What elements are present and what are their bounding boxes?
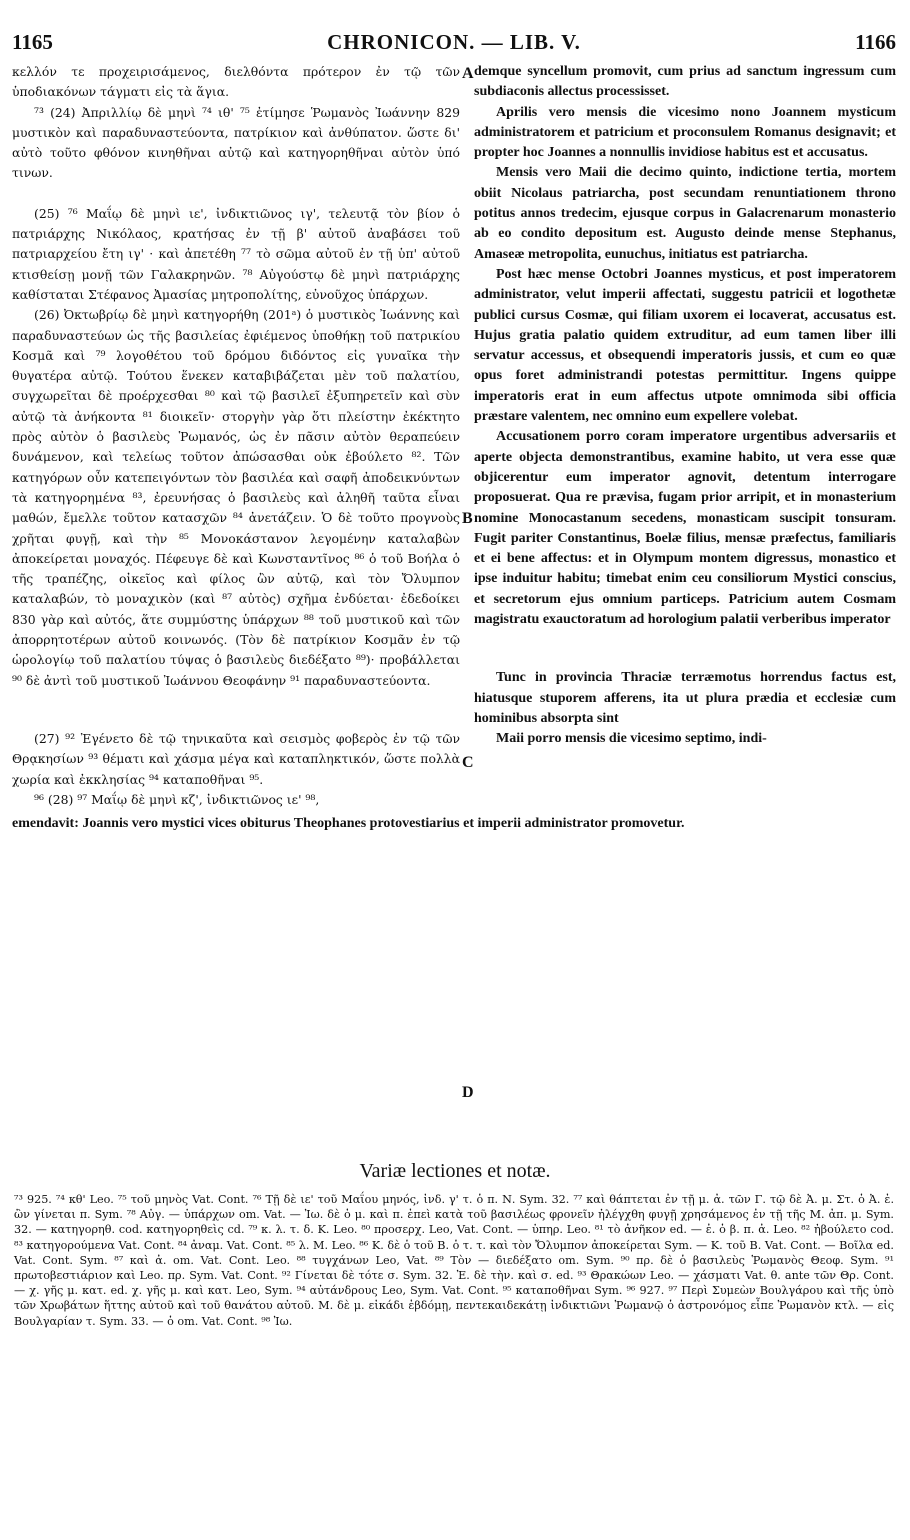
latin-column [474,62,896,750]
greek-paragraph-1: κελλόν τε προχειρισάμενος, διελθόντα πρότερον ἐν τῷ τῶν ὑποδιακόνων τάγματι εἰς τὰ ἅγια. [12,64,460,100]
latin-paragraph-4: Post hæc mense Octobri Joannes mysticus, et post imperatorem administrator, velut imperii affectati, suggestu patricii et logothetæ publici cursus Cosmæ, qui filiam uxorem ei locaverat, accusatus est. Hujus gratia palatio quidem extruditur, ad eum tamen liber illi servatur accessus, et obsequendi imperatoris jussis, et cum eo quæ opus foret administrandi potestas permittitur. Ingens quippe imperatoris erat in eum affectus utpote omnimoda sibi officia præstare valentem, nec omnino eum expellere volebat. [474,266,896,425]
greek-paragraph-28: ⁹⁶ (28) ⁹⁷ Μαΐῳ δὲ μηνὶ κζ', ἰνδικτιῶνος ιε' ⁹⁸, [34,791,320,807]
greek-paragraph-26: (26) Ὀκτωβρίῳ δὲ μηνὶ κατηγορήθη (201ᵃ) ὁ μυστικὸς Ἰωάννης καὶ παραδυναστεύων ὡς τῆς βασιλείας ἐφιέμενος ὑποθήκῃ τοῦ πατρικίου Κοσμᾶ καὶ ⁷⁹ λογοθέτου τοῦ δρόμου διδόντος εἰς γυναῖκα τὴν θυγατέρα αὐτῷ. Τούτου ἕνεκεν καταβιβάζεται μὲν τοῦ παλατίου, συγχωρεῖται δὲ προέρχεσθαι ⁸⁰ καὶ τῷ βασιλεῖ ἐξυπηρετεῖν καὶ σὺν αὐτῷ τὰ ἀνήκοντα ⁸¹ διοικεῖν· στοργὴν γὰρ ὅτι πλείστην ἐκέκτητο πρὸς αὐτὸν ὁ βασιλεὺς Ῥωμανός, ὡς ἐν πᾶσιν αὐτὸν θεραπεύειν δυνάμενον, καὶ τελείως τοῦτον ἀπώσασθαι οὐκ ἐβούλετο ⁸². Τῶν κατηγόρων οὖν κατεπειγόντων τὸν βασιλέα καὶ σαφῆ ἀποδεικνύντων τὰ κατηγορημένα ⁸³, ἐρευνήσας ὁ βασιλεὺς καὶ ἀληθῆ ταῦτα εἶναι μαθών, ἔμελλε τοῦτον κατασχῶν ⁸⁴ ἀνετάζειν. Ὁ δὲ τοῦτο προγνοὺς χρῆται φυγῇ, καὶ τὴν ⁸⁵ Μονοκάστανον λεγομένην καταλαβὼν ἀποκείρεται μοναχός. Πέφευγε δὲ καὶ Κωνσταντῖνος ⁸⁶ ὁ τοῦ Βοήλα ὁ τῆς τραπέζης, οἰκεῖος καὶ φίλος ὢν αὐτῷ, καὶ τὸν Ὄλυμπον καταλαβών, τὸ μοναχικὸν (καὶ ⁸⁷ αὐτὸς) σχῆμα ἐνδύεται· ἐδεδοίκει 830 γὰρ καὶ αὐτός, ἅτε συμμύστης ὑπάρχων ⁸⁸ τοῦ μυστικοῦ καὶ τῶν ἀπορρητοτέρων αὐτοῦ κοινωνός. (Τὸν δὲ πατρίκιον Κοσμᾶν ἐν τῷ ὡρολογίῳ τοῦ παλατίου τύψας ὁ βασιλεὺς διεδέξατο ⁸⁹)· προβάλλεται ⁹⁰ δὲ ἀντὶ τοῦ μυστικοῦ Ἰωάννου Θεοφάνην ⁹¹ παραδυναστεύοντα. [12,307,460,688]
latin-paragraph-5: Accusationem porro coram imperatore urgentibus adversariis et aperte objecta demonstrantibus, examine habito, ut vera esse quæ objicerentur eum imperator agnovit, detentum interrogare proposuerat. Qua re prævisa, fugam prior arripit, et in monasterium nomine Monocastanum secedens, monasticam suscipit tonsuram. Fugit pariter Constantinus, Boelæ filius, mensæ præfectus, familiaris et ei bene affectus: et in Olympum montem digressus, monastico et ipse induitur habitu; timebat enim ceu consiliorum Mystici conscius, et secretorum ejus omnium particeps. Patricium autem Cosmam magistratu exauctoratum ad horologium palatii verberibus imperator [474,429,896,628]
greek-column [12,62,460,810]
margin-letter-d: D [462,1084,474,1101]
text-body [12,62,898,1142]
page-number-right: 1166 [855,30,896,54]
margin-letter-b: B [462,510,473,527]
greek-paragraph-27: (27) ⁹² Ἐγένετο δὲ τῷ τηνικαῦτα καὶ σεισμὸς φοβερὸς ἐν τῷ τῶν Θρᾳκησίων ⁹³ θέματι καὶ χάσμα μέγα καὶ καταπληκτικόν, ὥστε πολλὰ χωρία καὶ ἐκκλησίας ⁹⁴ καταποθῆναι ⁹⁵. [12,730,460,787]
footnotes-text: ⁷³ 925. ⁷⁴ κθ' Leo. ⁷⁵ τοῦ μηνὸς Vat. Cont. ⁷⁶ Τῇ δὲ ιε' τοῦ Μαΐου μηνός, ἰνδ. γ' τ. ὁ π. Ν. Sym. 32. ⁷⁷ καὶ θάπτεται ἐν τῇ μ. ἀ. τῶν Γ. τῷ δὲ Ἀ. μ. Στ. ὁ Ἀ. ἐ. ὢν γίνεται π. Sym. ⁷⁸ Αὐγ. — ὑπάρχων om. Vat. — Ἰω. δὲ ὁ μ. καὶ π. ἐπεὶ κατὰ τοῦ βασιλέως φρονεῖν ἠλέγχθη φυγῇ χρησάμενος ἐν τῇ τῆς Μ. ἀπ. μ. Sym. 32. — κατηγορηθ. cod. κατηγορηθεὶς cd. ⁷⁹ κ. λ. τ. δ. Κ. Leo. ⁸⁰ προσερχ. Leo, Vat. Cont. — ὑπηρ. Leo. ⁸¹ τὸ ἀνῆκον ed. — ἐ. ὁ β. π. ἀ. Leo. ⁸² ἠβούλετο cod. ⁸³ κατηγορούμενα Vat. Cont. ⁸⁴ ἀναμ. Vat. Cont. ⁸⁵ λ. Μ. Leo. ⁸⁶ Κ. δὲ ὁ τοῦ Β. ὁ τ. τ. καὶ τὸν Ὄλυμπον ἀποκείρεται Sym. — Κ. τοῦ Β. Vat. Cont. — Βοῖλα ed. Vat. Cont. Sym. ⁸⁷ καὶ ἀ. om. Vat. Cont. Leo. ⁸⁸ τυγχάνων Leo, Vat. ⁸⁹ Τὸν — διεδέξατο om. Sym. ⁹⁰ πρ. δὲ ὁ βασιλεὺς Ῥωμανὸς Θεοφ. Sym. ⁹¹ πρωτοβεστιάριον καὶ Leo. πρ. Sym. Vat. Cont. ⁹² Γίνεται δὲ τότε σ. Sym. 32. Ἐ. δὲ τὴν. καὶ σ. ed. ⁹³ Θρακώων Leo. — χάσματι Vat. θ. ante τῶν Θρ. Cont. — χ. γῆς μ. κατ. ed. χ. γῆς μ. καὶ κατ. Leo, Sym. ⁹⁴ αὐτάνδρους Leo, Sym. Vat. Cont. ⁹⁵ καταποθῆναι Sym. ⁹⁶ 927. ⁹⁷ Περὶ Συμεὼν Βουλγάρου καὶ τῆς ὑπὸ τῶν Χρωβάτων ἥττης αὐτοῦ καὶ τοῦ θανάτου αὐτοῦ. Μ. δὲ μ. εἰκάδι ἑβδόμῃ, πεντεκαιδεκάτῃ ἰνδικτιῶνι Ῥωμανῷ ὁ ἀστρονόμος εἶπε Ῥωμανὸν κτλ. — εἰς Βουλγαρίαν τ. Sym. 33. — ὁ om. Vat. Cont. ⁹⁸ Ἰω. [14,1193,894,1328]
greek-paragraph-24: ⁷³ (24) Ἀπριλλίῳ δὲ μηνὶ ⁷⁴ ιθ' ⁷⁵ ἐτίμησε Ῥωμανὸς Ἰωάννην 829 μυστικὸν καὶ παραδυναστεύοντα, πατρίκιον καὶ ἀνθύπατον. ὥστε δι' αὐτὸ τοῦτο φθόνον κινηθῆναι αὐτῷ καὶ κατηγορηθῆναι αὐτὸν ὑπό τινων. [12,104,460,181]
margin-letter-c: C [462,754,474,771]
header-title: CHRONICON. — LIB. V. [327,30,581,54]
page-number-left: 1165 [12,30,53,54]
latin-paragraph-7: Maii porro mensis die vicesimo septimo, indi- [496,731,767,747]
latin-paragraph-2: Aprilis vero mensis die vicesimo nono Joannem mysticum administratorem et patricium et proconsulem Romanus designavit; et propter hoc Joannes a nonnullis invidiose habitus est et accusatus. [474,104,896,161]
latin-paragraph-3: Mensis vero Maii die decimo quinto, indictione tertia, mortem obiit Nicolaus patriarcha, post secundam renuntiationem throno potitus annos tredecim, ejusque corpus in Galacrenarum monasterio ab eo condito depositum est. Augusto deinde mense Stephanus, Amaseæ metropolita, eunuchus, initiatus est patriarcha. [474,165,896,262]
running-header [12,30,896,58]
notes-heading: Variæ lectiones et notæ. [359,1160,551,1182]
full-width-line: emendavit: Joannis vero mystici vices obiturus Theophanes protovestiarius et imperii administrator promovetur. [12,816,685,831]
margin-letter-a: A [462,65,474,82]
greek-paragraph-25: (25) ⁷⁶ Μαΐῳ δὲ μηνὶ ιε', ἰνδικτιῶνος ιγ', τελευτᾷ τὸν βίον ὁ πατριάρχης Νικόλαος, κρατήσας ἐν τῇ β' αὐτοῦ ἀναβάσει τοῦ πατριαρχείου ἔτη ιγ' · καὶ ἀπετέθη ⁷⁷ τὸ σῶμα αὐτοῦ ἐν τῇ ὑπ' αὐτοῦ κτισθείσῃ μονῇ τῶν Γαλακρηνῶν. ⁷⁸ Αὐγούστῳ δὲ μηνὶ πατριάρχης καθίσταται Στέφανος Ἀμασίας μητροπολίτης, εὐνοῦχος ὑπάρχων. [12,205,460,302]
latin-paragraph-1: demque syncellum promovit, cum prius ad sanctum ingressum cum subdiaconis allectus processisset. [474,64,896,100]
footnotes [14,1192,894,1329]
latin-paragraph-6: Tunc in provincia Thraciæ terræmotus horrendus factus est, hiatusque stuporem afferens, ita ut plura prædia et ecclesiæ cum hominibus absorpta sint [474,670,896,726]
